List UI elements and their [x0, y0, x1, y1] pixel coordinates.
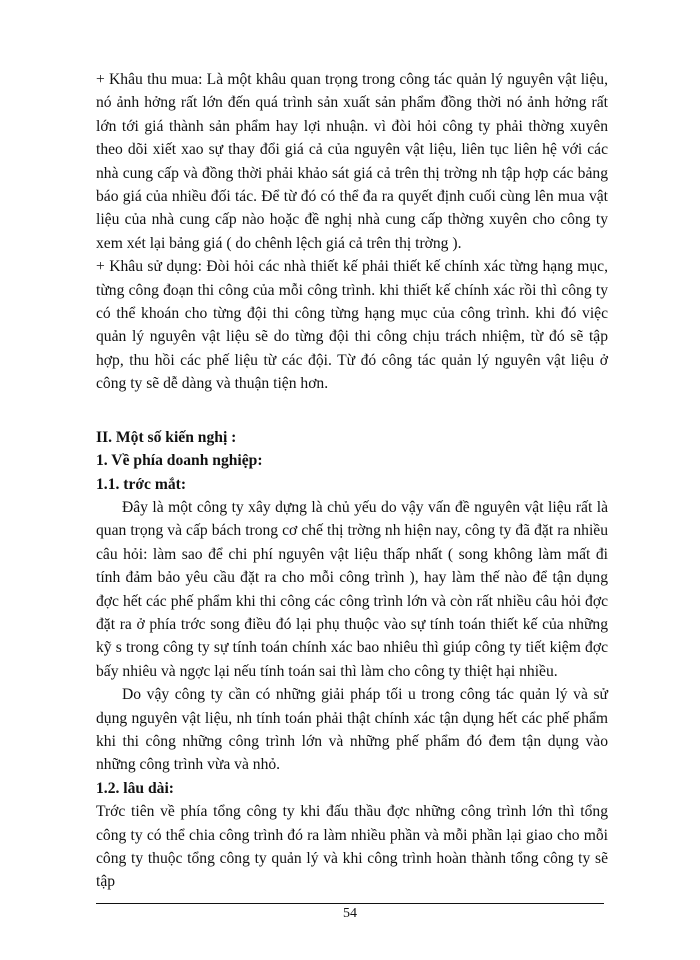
section-spacer [96, 396, 608, 426]
paragraph-purchasing: + Khâu thu mua: Là một khâu quan trọng trong công tác quản lý nguyên vật liệu, nó ảnh hởng rất lớn đến quá trình sản xuất sản phẩm đồng thời nó ảnh hởng rất lớn tới giá thành sản phẩm hay lợi nhuận. vì đòi hỏi công ty phải thờng xuyên theo dõi xiết xao sự thay đổi giá cả của nguyên vật liệu, liên tục liên hệ với các nhà cung cấp và đồng thời phải khảo sát giá cả trên thị trờng nh tập hợp các bảng báo giá của nhiều đối tác. Để từ đó có thể đa ra quyết định cuối cùng lên mua vật liệu của nhà cung cấp nào hoặc đề nghị nhà cung cấp thờng xuyên cho công ty xem xét lại bảng giá ( do chênh lệch giá cả trên thị trờng ). [96, 71, 608, 252]
document-body [96, 68, 608, 894]
paragraph-long-term-1: Trớc tiên về phía tổng công ty khi đấu thầu đợc những công trình lớn thì tổng công ty có thể chia công trình đó ra làm nhiều phần và mỗi phần lại giao cho mỗi công ty thuộc tổng công ty quản lý và khi công trình hoàn thành tổng công ty sẽ tập [96, 803, 608, 891]
subsection-heading-long-term: 1.2. lâu dài: [96, 779, 174, 797]
subsection-heading-short-term: 1.1. trớc mắt: [96, 475, 187, 493]
subsection-heading-enterprise: 1. Về phía doanh nghiệp: [96, 452, 263, 470]
paragraph-short-term-2: Do vậy công ty cần có những giải pháp tối u trong công tác quản lý và sử dụng nguyên vật liệu, nh tính toán phải thật chính xác tận dụng hết các phế phẩm khi thi công những công trình lớn và những phế phẩm đó đem tận dụng vào những công trình vừa và nhỏ. [96, 686, 608, 774]
page-number: 54 [343, 906, 357, 921]
paragraph-short-term-1: Đây là một công ty xây dựng là chủ yếu do vậy vấn đề nguyên vật liệu rất là quan trọng và cấp bách trong cơ chế thị trờng nh hiện nay, công ty đã đặt ra nhiều câu hỏi: làm sao để chi phí nguyên vật liệu thấp nhất ( song không làm mất đi tính đảm bảo yêu cầu đặt ra cho mỗi công trình ), hay làm thế nào để tận dụng đợc hết các phế phẩm khi thi công các công trình lớn và còn rất nhiều câu hỏi đợc đặt ra ở phía trớc song điều đó lại phụ thuộc vào sự tính toán thiết kế của những kỹ s trong công ty sự tính toán chính xác bao nhiêu thì giúp công ty tiết kiệm đợc bấy nhiêu và ngợc lại nếu tính toán sai thì làm cho công ty thiệt hại nhiều. [96, 498, 608, 680]
paragraph-usage: + Khâu sử dụng: Đòi hỏi các nhà thiết kế phải thiết kế chính xác từng hạng mục, từng công đoạn thi công của mỗi công trình. khi thiết kế chính xác rồi thì công ty có thể khoán cho từng đội thi công từng hạng mục của công trình. khi đó việc quản lý nguyên vật liệu sẽ do từng đội thi công chịu trách nhiệm, từ đó sẽ tập hợp, thu hồi các phế liệu từ các đội. Từ đó công tác quản lý nguyên vật liệu ở công ty sẽ dễ dàng và thuận tiện hơn. [96, 258, 608, 393]
section-heading-recommendations: II. Một số kiến nghị : [96, 428, 237, 446]
